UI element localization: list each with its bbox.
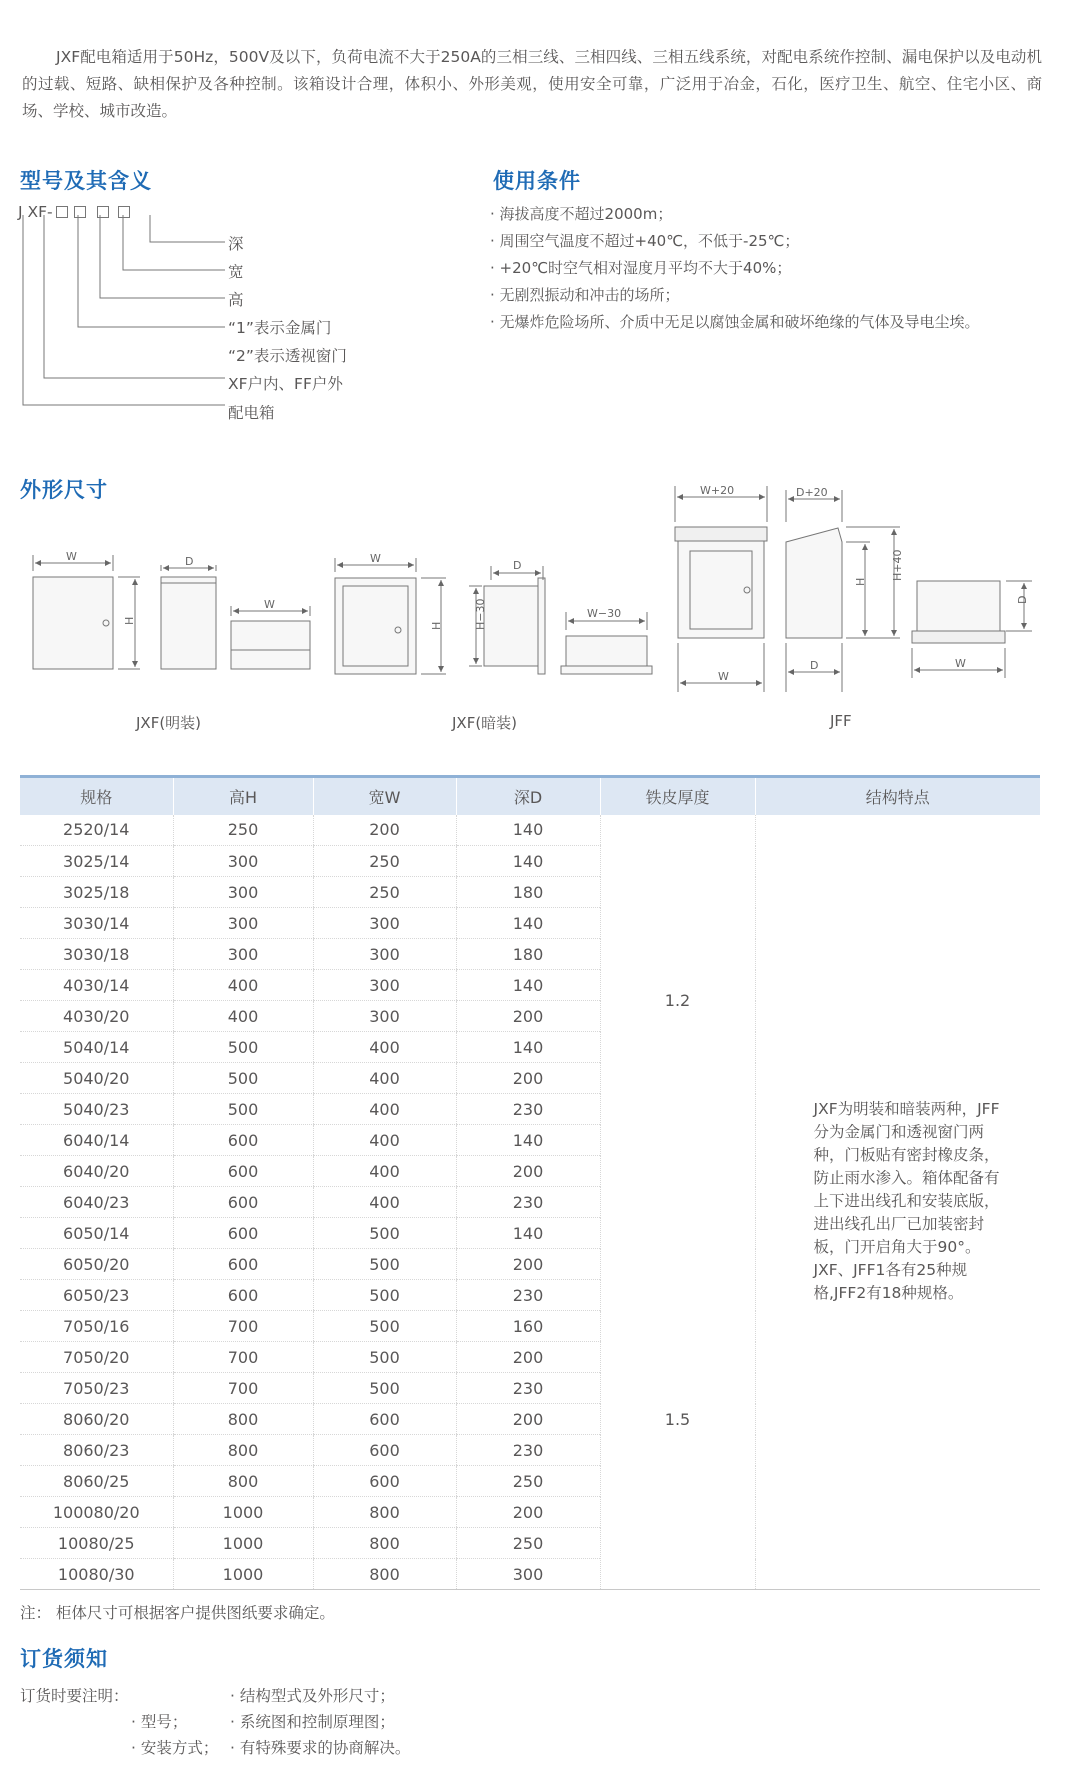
cell-spec: 6050/23 (20, 1280, 173, 1311)
dim-label-h: H (430, 621, 443, 630)
cell-width: 300 (313, 970, 456, 1001)
dim-label-d: D (810, 659, 819, 672)
cell-height: 300 (173, 939, 313, 970)
cell-height: 600 (173, 1156, 313, 1187)
label-height: 高 (228, 291, 244, 309)
order-item: · 有特殊要求的协商解决。 (230, 1739, 411, 1757)
cell-depth: 140 (456, 908, 600, 939)
cell-width: 500 (313, 1311, 456, 1342)
cell-spec: 6040/23 (20, 1187, 173, 1218)
cell-spec: 3025/14 (20, 846, 173, 877)
jxf-flush-front-drawing (335, 558, 446, 674)
cell-depth: 200 (456, 1497, 600, 1528)
caption-jff: JFF (830, 712, 852, 730)
cell-depth: 250 (456, 1466, 600, 1497)
table-row (20, 815, 1040, 846)
cell-depth: 140 (456, 815, 600, 846)
cell-depth: 230 (456, 1280, 600, 1311)
cell-spec: 10080/30 (20, 1559, 173, 1590)
header-spec: 规格 (20, 777, 173, 815)
cell-height: 250 (173, 815, 313, 846)
dim-label-w: W (955, 657, 966, 670)
cell-spec: 2520/14 (20, 815, 173, 846)
table-header-row (20, 777, 1040, 815)
dim-label-d: D (513, 559, 522, 572)
jff-top-drawing (912, 581, 1032, 678)
cell-height: 1000 (173, 1559, 313, 1590)
condition-item: · 海拔高度不超过2000m； (490, 205, 673, 223)
header-features: 结构特点 (755, 777, 1040, 815)
cell-spec: 7050/23 (20, 1373, 173, 1404)
cell-depth: 180 (456, 877, 600, 908)
cell-depth: 140 (456, 1032, 600, 1063)
dim-label-h: H (123, 616, 136, 625)
cell-spec: 5040/23 (20, 1094, 173, 1125)
dim-label-w20: W+20 (700, 484, 735, 497)
cell-spec: 5040/14 (20, 1032, 173, 1063)
condition-item: · 无剧烈振动和冲击的场所； (490, 286, 680, 304)
cell-spec: 7050/16 (20, 1311, 173, 1342)
cell-depth: 200 (456, 1063, 600, 1094)
jff-side-drawing (786, 490, 900, 692)
order-item: · 型号； (131, 1713, 188, 1731)
header-thickness: 铁皮厚度 (600, 777, 755, 815)
cell-spec: 5040/20 (20, 1063, 173, 1094)
cell-depth: 230 (456, 1094, 600, 1125)
cell-depth: 200 (456, 1156, 600, 1187)
intro-paragraph: JXF配电箱适用于50Hz，500V及以下，负荷电流不大于250A的三相三线、三相四线、三相五线系统，对配电系统作控制、漏电保护以及电动机的过载、短路、缺相保护及各种控制。该箱设计合理，体积小、外形美观，使用安全可靠，广泛用于冶金，石化，医疗卫生、航空、住宅小区、商场、学校、城市改造。 (22, 48, 1042, 120)
cell-height: 400 (173, 1001, 313, 1032)
cell-depth: 230 (456, 1435, 600, 1466)
cell-depth: 200 (456, 1249, 600, 1280)
spec-table (20, 775, 1040, 1590)
cell-width: 300 (313, 908, 456, 939)
caption-jxf-flush: JXF(暗装) (452, 714, 518, 732)
cell-depth: 200 (456, 1001, 600, 1032)
order-intro: 订货时要注明： (20, 1687, 129, 1705)
feature-description: JXF为明装和暗装两种，JFF分为金属门和透视窗门两种，门板贴有密封橡皮条，防止雨水渗入。箱体配备有上下进出线孔和安装底版，进出线孔出厂已加装密封板，门开启角大于90°。JXF、JFF1各有25种规格,JFF2有18种规格。 (813, 1100, 1000, 1303)
cell-depth: 180 (456, 939, 600, 970)
label-depth: 深 (228, 235, 244, 253)
cell-depth: 140 (456, 846, 600, 877)
cell-height: 300 (173, 877, 313, 908)
cell-width: 400 (313, 1032, 456, 1063)
label-metal-door: “1”表示金属门 (228, 319, 332, 337)
cell-height: 800 (173, 1466, 313, 1497)
cell-height: 700 (173, 1342, 313, 1373)
label-window-door: “2”表示透视窗门 (228, 347, 347, 365)
cell-height: 300 (173, 908, 313, 939)
cell-width: 400 (313, 1094, 456, 1125)
label-indoor-outdoor: XF户内、FF户外 (228, 375, 343, 393)
cell-width: 800 (313, 1559, 456, 1590)
label-distribution-box: 配电箱 (228, 404, 275, 422)
header-depth: 深D (456, 777, 600, 815)
cell-thickness: 1.2 (600, 753, 755, 1249)
dim-label-h40: H+40 (891, 549, 904, 581)
cell-height: 800 (173, 1435, 313, 1466)
header-height: 高H (173, 777, 313, 815)
cell-depth: 200 (456, 1404, 600, 1435)
cell-width: 200 (313, 815, 456, 846)
cell-width: 500 (313, 1280, 456, 1311)
cell-height: 500 (173, 1063, 313, 1094)
caption-jxf-surface: JXF(明装) (136, 714, 202, 732)
order-section-title: 订货须知 (20, 1647, 108, 1671)
cell-height: 600 (173, 1280, 313, 1311)
cell-depth: 230 (456, 1373, 600, 1404)
cell-spec: 100080/20 (20, 1497, 173, 1528)
dim-label-w30: W−30 (587, 607, 622, 620)
cell-thickness: 1.5 (600, 1281, 755, 1560)
cell-width: 300 (313, 939, 456, 970)
order-item: · 结构型式及外形尺寸； (230, 1687, 395, 1705)
cell-depth: 250 (456, 1528, 600, 1559)
cell-width: 600 (313, 1466, 456, 1497)
cell-spec: 3030/14 (20, 908, 173, 939)
jxf-surface-front-drawing (33, 555, 140, 669)
cell-height: 600 (173, 1218, 313, 1249)
cell-depth: 140 (456, 970, 600, 1001)
cell-height: 700 (173, 1311, 313, 1342)
cell-spec: 3030/18 (20, 939, 173, 970)
label-width: 宽 (228, 263, 244, 281)
table-note: 注： 柜体尺寸可根据客户提供图纸要求确定。 (20, 1604, 335, 1622)
cell-height: 1000 (173, 1528, 313, 1559)
cell-width: 250 (313, 846, 456, 877)
cell-spec: 10080/25 (20, 1528, 173, 1559)
header-width: 宽W (313, 777, 456, 815)
dimensions-section-title: 外形尺寸 (20, 478, 108, 502)
cell-height: 400 (173, 970, 313, 1001)
cell-width: 400 (313, 1063, 456, 1094)
dim-label-w: W (370, 552, 381, 565)
dim-label-d: D (1016, 595, 1029, 604)
cell-spec: 6040/20 (20, 1156, 173, 1187)
cell-depth: 230 (456, 1187, 600, 1218)
cell-spec: 8060/23 (20, 1435, 173, 1466)
cell-width: 400 (313, 1125, 456, 1156)
dim-label-h: H (854, 577, 867, 586)
cell-features (755, 815, 1040, 1590)
condition-item: · 无爆炸危险场所、介质中无足以腐蚀金属和破坏绝缘的气体及导电尘埃。 (490, 313, 980, 331)
cell-width: 600 (313, 1435, 456, 1466)
dim-label-w: W (718, 670, 729, 683)
conditions-section-title: 使用条件 (493, 169, 581, 193)
cell-height: 800 (173, 1404, 313, 1435)
cell-width: 500 (313, 1249, 456, 1280)
cell-depth: 140 (456, 1218, 600, 1249)
cell-spec: 6050/14 (20, 1218, 173, 1249)
cell-width: 800 (313, 1528, 456, 1559)
cell-width: 500 (313, 1373, 456, 1404)
cell-spec: 8060/20 (20, 1404, 173, 1435)
cell-height: 600 (173, 1249, 313, 1280)
cell-spec: 6050/20 (20, 1249, 173, 1280)
jff-front-drawing (675, 486, 767, 692)
dim-label-w: W (264, 598, 275, 611)
model-code-prefix: J XF- (18, 203, 53, 221)
cell-height: 500 (173, 1094, 313, 1125)
condition-item: · 周围空气温度不超过+40℃，不低于-25℃； (490, 232, 800, 250)
order-item: · 系统图和控制原理图； (230, 1713, 395, 1731)
table-body (20, 815, 1040, 1590)
jxf-flush-top-drawing (561, 612, 652, 674)
condition-item: · +20℃时空气相对湿度月平均不大于40%； (490, 259, 792, 277)
cell-height: 300 (173, 846, 313, 877)
cell-height: 500 (173, 1032, 313, 1063)
cell-width: 250 (313, 877, 456, 908)
cell-width: 400 (313, 1156, 456, 1187)
cell-width: 500 (313, 1342, 456, 1373)
cell-spec: 6040/14 (20, 1125, 173, 1156)
order-item: · 安装方式； (131, 1739, 219, 1757)
dim-label-d: D (185, 555, 194, 568)
cell-width: 300 (313, 1001, 456, 1032)
cell-spec: 7050/20 (20, 1342, 173, 1373)
model-section-title: 型号及其含义 (20, 169, 152, 193)
cell-depth: 140 (456, 1125, 600, 1156)
dimension-drawings (0, 480, 1084, 710)
cell-spec: 8060/25 (20, 1466, 173, 1497)
cell-depth: 300 (456, 1559, 600, 1590)
cell-height: 600 (173, 1187, 313, 1218)
model-code-leader-lines (15, 215, 235, 420)
cell-height: 700 (173, 1373, 313, 1404)
cell-depth: 160 (456, 1311, 600, 1342)
dim-label-d20: D+20 (796, 486, 828, 499)
cell-width: 400 (313, 1187, 456, 1218)
cell-spec: 4030/20 (20, 1001, 173, 1032)
cell-depth: 200 (456, 1342, 600, 1373)
dim-label-w: W (66, 550, 77, 563)
cell-spec: 3025/18 (20, 877, 173, 908)
dim-label-h30: H−30 (474, 598, 487, 630)
cell-height: 600 (173, 1125, 313, 1156)
cell-width: 500 (313, 1218, 456, 1249)
jxf-surface-top-drawing (231, 606, 310, 669)
cell-width: 600 (313, 1404, 456, 1435)
cell-width: 800 (313, 1497, 456, 1528)
cell-height: 1000 (173, 1497, 313, 1528)
jxf-surface-side-drawing (161, 565, 216, 669)
cell-spec: 4030/14 (20, 970, 173, 1001)
